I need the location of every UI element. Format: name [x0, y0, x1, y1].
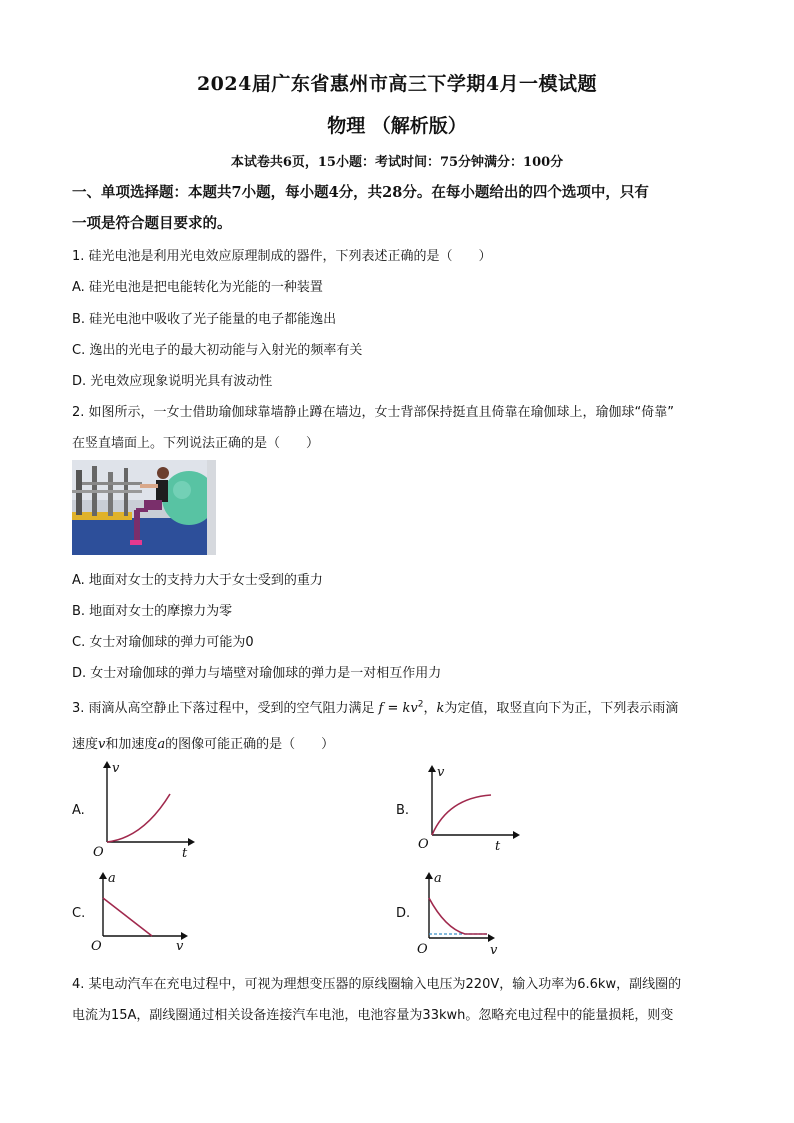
graph-a-label: A. [72, 803, 85, 818]
q2-option-b: B. 地面对女士的摩擦力为零 [72, 604, 233, 619]
symbol-v: v [98, 737, 106, 752]
q3-stem-text-c: 为定值，取竖直向下为正，下列表示雨滴 [444, 701, 679, 716]
q2-stem-line1: 2. 如图所示，一女士借助瑜伽球靠墙静止蹲在墙边，女士背部保持挺直且倚靠在瑜伽球上，瑜伽球“倚靠” [72, 405, 675, 420]
graph-c-x-label: v [176, 939, 184, 954]
graph-a-x-label: t [182, 846, 188, 861]
graph-b-y-arrow [428, 765, 436, 772]
graph-b-y-label: v [437, 765, 445, 780]
graph-a-y-arrow [103, 761, 111, 768]
exam-meta: 本试卷共6页，15小题：考试时间：75分钟满分：100分 [230, 155, 564, 170]
formula-kv: kv [402, 701, 418, 716]
graph-c-y-arrow [99, 872, 107, 879]
q3-comma: ， [423, 701, 437, 716]
section-heading-line1: 一、单项选择题：本题共7小题，每小题4分，共28分。在每小题给出的四个选项中，只有 [72, 184, 649, 201]
graph-b [413, 758, 523, 860]
graph-a [88, 758, 198, 860]
graph-d-curve [429, 898, 487, 934]
q3-text-end: 的图像可能正确的是（ ） [165, 737, 335, 752]
formula-exponent: 2 [417, 699, 424, 710]
q1-stem: 1. 硅光电池是利用光电效应原理制成的器件，下列表述正确的是（ ） [72, 249, 492, 264]
q2-option-d: D. 女士对瑜伽球的弹力与墙壁对瑜伽球的弹力是一对相互作用力 [72, 666, 442, 681]
q2-option-c: C. 女士对瑜伽球的弹力可能为0 [72, 635, 254, 650]
q3-text-speed: 速度 [72, 737, 99, 752]
q1-option-a: A. 硅光电池是把电能转化为光能的一种装置 [72, 280, 323, 295]
q1-option-b: B. 硅光电池中吸收了光子能量的电子都能逸出 [72, 312, 337, 327]
q4-stem-line1: 4. 某电动汽车在充电过程中，可视为理想变压器的原线圈输入电压为220V，输入功率为6.6kw，副线圈的 [72, 977, 682, 992]
graph-a-origin: O [93, 845, 104, 860]
formula-equals: = [383, 701, 403, 716]
graph-d-x-arrow [488, 934, 495, 942]
graph-c-label: C. [72, 906, 86, 921]
graph-a-x-arrow [188, 838, 195, 846]
q3-text-and-accel: 和加速度 [105, 737, 158, 752]
symbol-k: k [436, 701, 445, 716]
q3-stem-line1 [72, 697, 732, 716]
graph-b-curve [432, 795, 491, 835]
graph-c-curve [103, 898, 152, 936]
q2-stem-line2: 在竖直墙面上。下列说法正确的是（ ） [72, 436, 320, 451]
q2-option-a: A. 地面对女士的支持力大于女士受到的重力 [72, 573, 323, 588]
graph-d-y-label: a [434, 871, 442, 886]
graph-c [88, 866, 198, 956]
symbol-a: a [157, 737, 166, 752]
graph-d-y-arrow [425, 872, 433, 879]
graph-a-y-label: v [112, 761, 120, 776]
graph-b-origin: O [418, 837, 429, 852]
graph-b-x-label: t [495, 839, 501, 854]
q4-stem-line2: 电流为15A，副线圈通过相关设备连接汽车电池，电池容量为33kwh。忽略充电过程中的能量损耗，则变 [72, 1008, 674, 1023]
graph-d-origin: O [417, 942, 428, 957]
q1-option-d: D. 光电效应现象说明光具有波动性 [72, 374, 273, 389]
exam-title: 2024届广东省惠州市高三下学期4月一模试题 [196, 73, 598, 95]
yoga-ball-photo [72, 460, 216, 555]
exam-subtitle: 物理 （解析版） [327, 115, 467, 137]
graph-d [413, 866, 523, 958]
graph-a-curve [107, 794, 170, 842]
graph-c-origin: O [91, 939, 102, 954]
q3-stem-text-a: 3. 雨滴从高空静止下落过程中，受到的空气阻力满足 [72, 701, 375, 716]
graph-d-x-label: v [490, 943, 498, 958]
graph-b-label: B. [396, 803, 410, 818]
graph-d-label: D. [396, 906, 411, 921]
graph-b-x-arrow [513, 831, 520, 839]
section-heading-line2: 一项是符合题目要求的。 [72, 215, 232, 232]
formula-f: f [378, 701, 384, 716]
q3-stem-line2 [72, 733, 732, 752]
q1-option-c: C. 逸出的光电子的最大初动能与入射光的频率有关 [72, 343, 363, 358]
graph-c-y-label: a [108, 871, 116, 886]
